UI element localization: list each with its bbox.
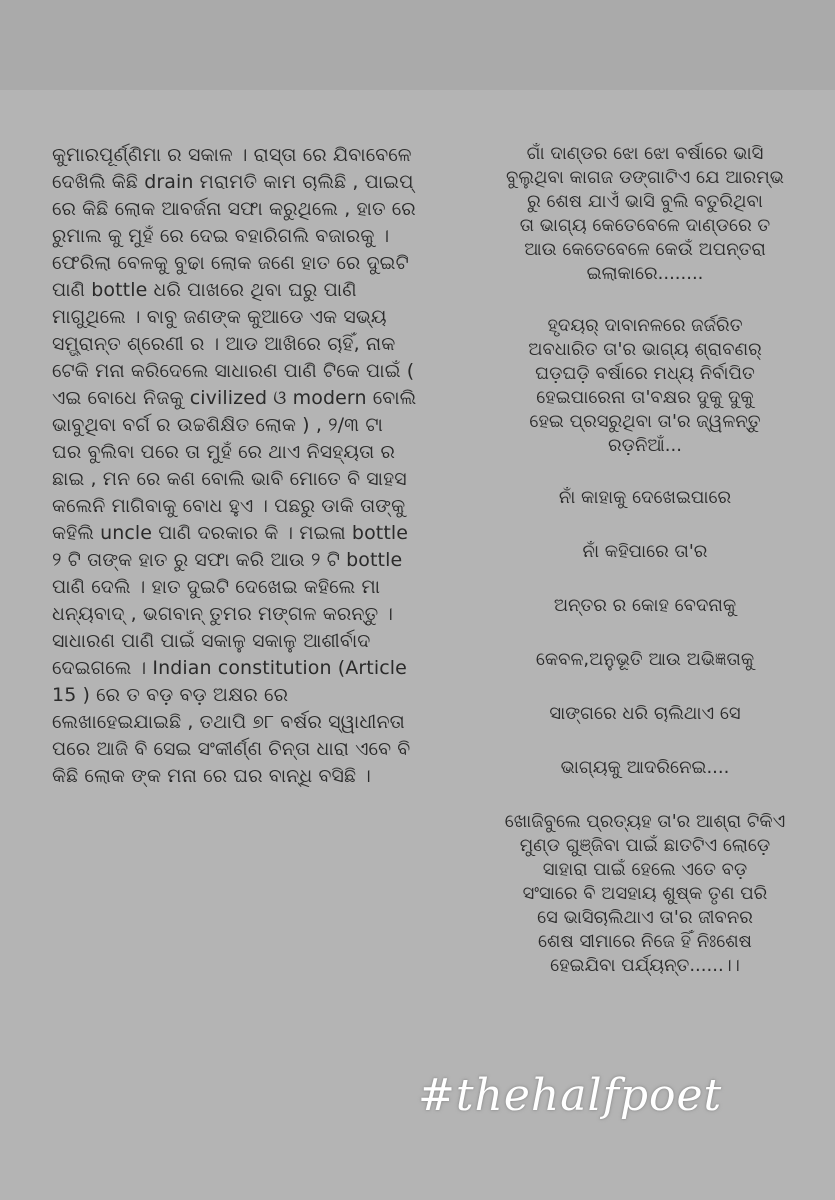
poem-line-4: କେବଳ,ଅନୁଭୂତି ଆଉ ଅଭିଜ୍ଞତାକୁ (535, 649, 755, 670)
prose-text: କୁମାରପୂର୍ଣ୍ଣିମା ର ସକାଳ । ରାସ୍ତା ରେ ଯିବାବେଳେ ଦେଖିଲି କିଛି drain ମରାମତି କାମ ଚାଲିଛି , ପାଇପ୍ ରେ କିଛି ଲୋକ ଆବର୍ଜନା ସଫା କରୁଥିଲେ , ହାତ ରେ ରୁମାଲ କୁ ମୁହଁ ରେ ଦେଇ ବହାରିଗଲି ବଜାରକୁ । ଫେରିଲା ବେଳକୁ ବୁଢା ଲୋକ ଜଣେ ହାତ ରେ ଦୁଇଟି ପାଣି bottle ଧରି ପାଖରେ ଥିବା ଘରୁ ପାଣି ମାଗୁଥିଲେ । ବାବୁ ଜଣଙ୍କ କୁଆଡେ ଏକ ସଭ୍ୟ ସମ୍ଭ୍ରାନ୍ତ ଶ୍ରେଣୀ ର । ଆଡ ଆଖିରେ ଚାହିଁ, ନାକ ଟେକି ମନା କରିଦେଲେ ସାଧାରଣ ପାଣି ଟିକେ ପାଇଁ ( ଏଇ ବୋଧେ ନିଜକୁ civilized ଓ modern ବୋଲି ଭାବୁଥିବା ବର୍ଗ ର ଉଚ୍ଚଶିକ୍ଷିତ ଲୋକ ) , ୨/୩ ଟା ଘର ବୁଲିବା ପରେ ତା ମୁହଁ ରେ ଥାଏ ନିସହ୍ୟତା ର ଛାଇ , ମନ ରେ କଣ ବୋଲି ଭାବି ମୋତେ ବି ସାହସ କଲେନି ମାଗିବାକୁ ବୋଧ ହୁଏ । ପଛରୁ ଡାକି ତାଙ୍କୁ କହିଲି uncle ପାଣି ଦରକାର କି । ମଇଳା bottle ୨ ଟି ତାଙ୍କ ହାତ ରୁ ସଫା କରି ଆଉ ୨ ଟି bottle ପାଣି ଦେଲି । ହାତ ଦୁଇଟି ଦେଖେଇ କହିଲେ ମା ଧନ୍ୟବାଦ୍ , ଭଗବାନ୍ ତୁମର ମଙ୍ଗଳ କରନ୍ତୁ । ସାଧାରଣ ପାଣି ପାଇଁ ସକାଳୁ ସକାଳୁ ଆଶୀର୍ବାଦ ଦେଇଗଲେ । Indian constitution (Article 15 ) ରେ ତ ବଡ଼ ବଡ଼ ଅକ୍ଷର ରେ ଲେଖାହେଇଯାଇଛି , ତଥାପି ୭୮ ବର୍ଷର ସ୍ୱାଧୀନତା ପରେ ଆଜି ବି ସେଇ ସଂକୀର୍ଣ୍ଣ ଚିନ୍ତା ଧାରା ଏବେ ବି କିଛି ଲୋକ ଙ୍କ ମନା ରେ ଘର ବାନ୍ଧି ବସିଛି । (52, 144, 417, 787)
hashtag-sticker[interactable]: #thehalfpoet (418, 1070, 723, 1121)
poem-stanza-2: ହୃଦୟର୍ ଦାବାନଳରେ ଜର୍ଜରିତ ଅବଧାରିତ ତା'ର ଭାଗ୍ୟ ଶ୍ରାବଣର୍ ଘଡ଼ଘଡ଼ି ବର୍ଷାରେ ମଧ୍ୟ ନିର୍ବାପିତ ହେଇପାରେନା ତା'ବକ୍ଷର ଦୁକୁ ଦୁକୁ ହେଇ ପ୍ରସରୁଥିବା ତା'ର ଜ୍ୱଳନ୍ତୁ ରଡ଼ନିଆଁ... (528, 315, 762, 456)
poem-stanza-1: ଗାଁ ଦାଣ୍ଡର ଝୋ ଝୋ ବର୍ଷାରେ ଭାସି ବୁଲୁଥିବା କାଗଜ ଡଙ୍ଗାଟିଏ ଯେ ଆରମ୍ଭ ରୁ ଶେଷ ଯାଏଁ ଭାସି ବୁଲି ବତୁରିଥିବା ତା ଭାଗ୍ୟ କେତେବେଳେ ଦାଣ୍ଡରେ ତ ଆଉ କେତେବେଳେ କେଉଁ ଅପନ୍ତରା ଇଲାକାରେ........ (506, 143, 784, 284)
prose-column (52, 142, 417, 790)
poem-line-1: ନାଁ କାହାକୁ ଦେଖେଇପାରେ (558, 487, 732, 508)
poem-line-2: ନାଁ କହିପାରେ ତା'ର (582, 541, 708, 562)
poem-line-3: ଅନ୍ତର ର କୋହ ବେଦନାକୁ (553, 595, 737, 616)
poem-stanza-3: ଖୋଜିବୁଲେ ପ୍ରତ୍ୟହ ତା'ର ଆଶ୍ରା ଟିକିଏ ମୁଣ୍ଡ ଗୁଞ୍ଜିବା ପାଇଁ ଛାତଟିଏ ଲୋଡ଼େ ସାହାରା ପାଇଁ ହେଲେ ଏତେ ବଡ଼ ସଂସାରେ ବି ଅସହାୟ ଶୁଷ୍କ ତୃଣ ପରି ସେ ଭାସିଚାଲିଥାଏ ତା'ର ଜୀବନର ଶେଷ ସୀମାରେ ନିଜେ ହିଁ ନିଃଶେଷ ହେଇଯିବା ପର୍ଯ୍ୟନ୍ତ......।। (504, 811, 786, 976)
top-band (0, 0, 835, 90)
poem-line-6: ଭାଗ୍ୟକୁ ଆଦରିନେଇ.... (560, 757, 730, 778)
poem-column (470, 142, 820, 1006)
poem-line-5: ସାଙ୍ଗରେ ଧରି ଚାଲିଥାଏ ସେ (549, 703, 741, 724)
